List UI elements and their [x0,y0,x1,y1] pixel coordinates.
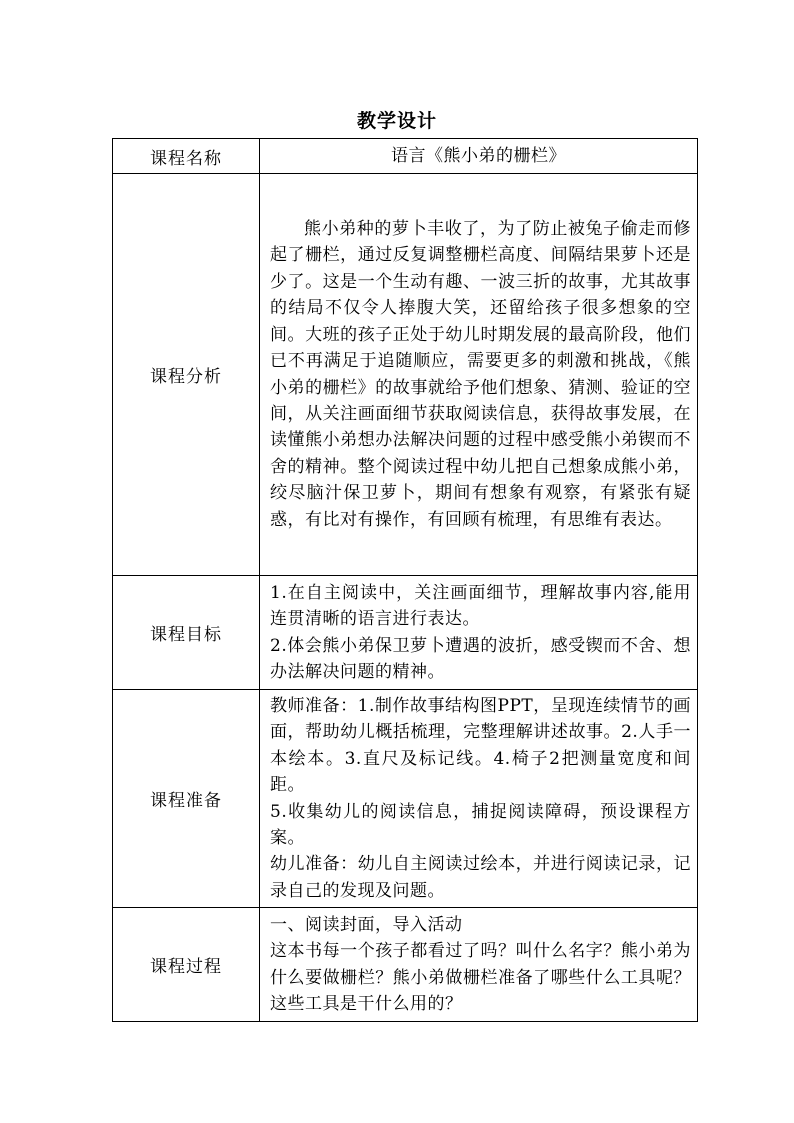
course-name-text: 语言《熊小弟的栅栏》 [391,145,566,166]
process-step-heading: 一、阅读封面，导入活动 [270,914,463,935]
table-row-course-goals [113,576,698,690]
course-goals-value [260,576,698,690]
lesson-design-table [112,138,698,1022]
course-goals-label: 课程目标 [113,576,260,690]
table-row-course-analysis [113,174,698,576]
teacher-preparation-text: 教师准备：1.制作故事结构图PPT，呈现连续情节的画面，帮助幼儿概括梳理，完整理解讲述故事。2.人手一本绘本。3.直尺及标记线。4.椅子2把测量宽度和间距。 [270,695,691,796]
course-analysis-paragraph: 熊小弟种的萝卜丰收了，为了防止被兔子偷走而修起了栅栏，通过反复调整栅栏高度、间隔结果萝卜还是少了。这是一个生动有趣、一波三折的故事，尤其故事的结局不仅令人捧腹大笑，还留给孩子很多想象的空间。大班的孩子正处于幼儿时期发展的最高阶段，他们已不再满足于追随顺应，需要更多的刺激和挑战，《熊小弟的栅栏》的故事就给予他们想象、猜测、验证的空间，从关注画面细节获取阅读信息，获得故事发展，在读懂熊小弟想办法解决问题的过程中感受熊小弟锲而不舍的精神。整个阅读过程中幼儿把自己想象成熊小弟，绞尽脑汁保卫萝卜，期间有想象有观察，有紧张有疑惑，有比对有操作，有回顾有梳理，有思维有表达。 [270,219,691,530]
child-preparation-text: 幼儿准备：幼儿自主阅读过绘本，并进行阅读记录，记录自己的发现及问题。 [270,854,691,901]
teacher-preparation-item: 5.收集幼儿的阅读信息，捕捉阅读障碍，预设课程方案。 [270,801,691,848]
course-preparation-label: 课程准备 [113,690,260,908]
process-step-text: 这本书每一个孩子都看过了吗？叫什么名字？熊小弟为什么要做栅栏？熊小弟做栅栏准备了哪些什么工具呢？这些工具是干什么用的？ [270,941,691,1014]
course-name-value [260,139,698,174]
course-goal-item: 2.体会熊小弟保卫萝卜遭遇的波折，感受锲而不舍、想办法解决问题的精神。 [270,635,691,682]
table-row-course-process [113,908,698,1022]
course-process-label: 课程过程 [113,908,260,1022]
course-analysis-label: 课程分析 [113,174,260,576]
course-process-value [260,908,698,1022]
table-row-course-preparation [113,690,698,908]
document-title: 教学设计 [356,110,437,132]
course-analysis-value [260,174,698,576]
table-row-course-name [113,139,698,174]
course-name-label: 课程名称 [113,139,260,174]
course-goal-item: 1.在自主阅读中，关注画面细节，理解故事内容,能用连贯清晰的语言进行表达。 [270,582,691,630]
course-preparation-value [260,690,698,908]
